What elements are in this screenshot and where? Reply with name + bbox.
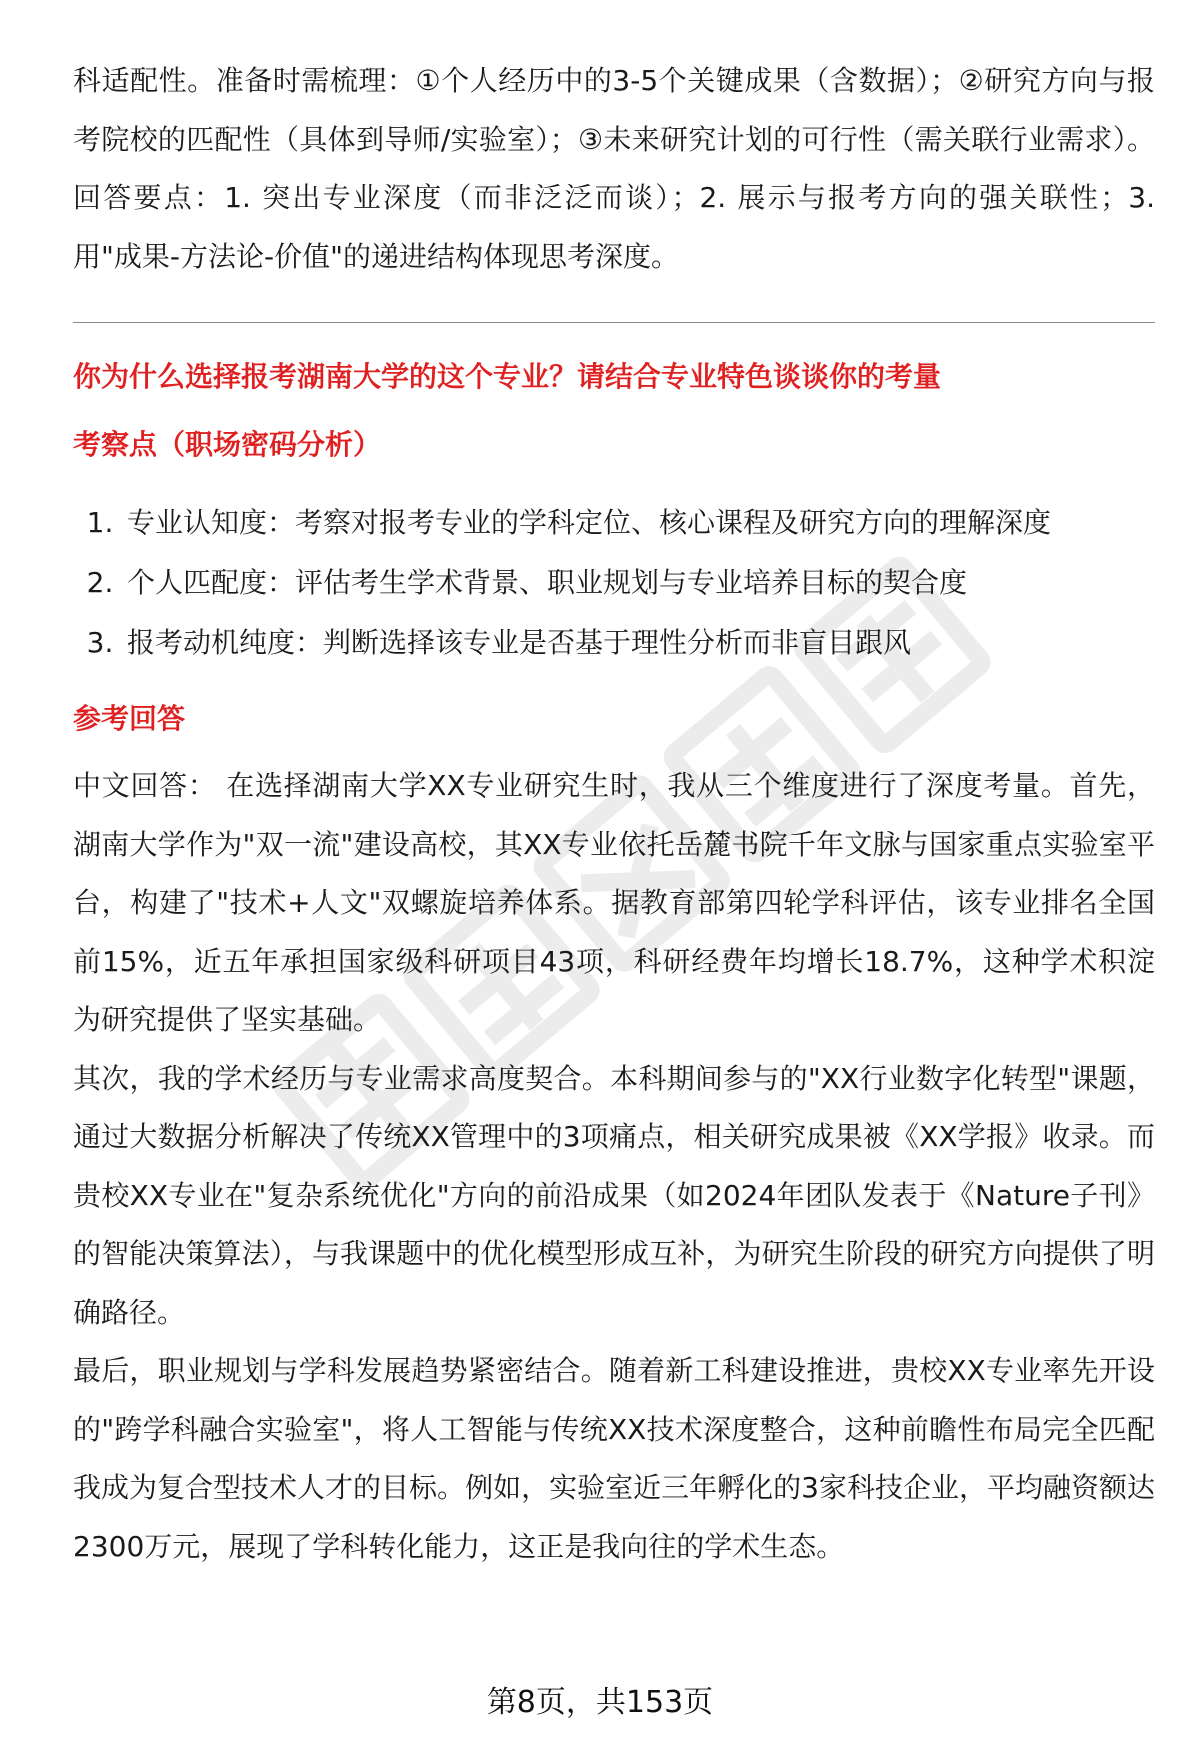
reference-heading: 参考回答 <box>73 702 186 735</box>
list-item-text: 专业认知度：考察对报考专业的学科定位、核心课程及研究方向的理解深度 <box>127 506 1052 539</box>
points-heading: 考察点（职场密码分析） <box>73 428 382 461</box>
list-item <box>73 553 1155 613</box>
answer-paragraph: 其次，我的学术经历与专业需求高度契合。本科期间参与的"XX行业数字化转型"课题，通过大数据分析解决了传统XX管理中的3项痛点，相关研究成果被《XX学报》收录。而贵校XX专业在"复杂系统优化"方向的前沿成果（如2024年团队发表于《Nature子刊》的智能决策算法），与我课题中的优化模型形成互补，为研究生阶段的研究方向提供了明确路径。 <box>73 1061 1155 1329</box>
list-item-number: 2. <box>86 566 114 599</box>
intro-paragraph: 科适配性。准备时需梳理：①个人经历中的3-5个关键成果（含数据）；②研究方向与报考院校的匹配性（具体到导师/实验室）；③未来研究计划的可行性（需关联行业需求）。回答要点：1. 突出专业深度（而非泛泛而谈）；2. 展示与报考方向的强关联性；3. 用"成果-方法论-价值"的递进结构体现思考深度。 <box>73 64 1155 273</box>
page-footer: 第8页，共153页 <box>486 1685 714 1720</box>
list-item-text: 个人匹配度：评估考生学术背景、职业规划与专业培养目标的契合度 <box>127 566 968 599</box>
list-item <box>73 613 1155 673</box>
list-item-number: 3. <box>86 626 114 659</box>
question-title: 你为什么选择报考湖南大学的这个专业？请结合专业特色谈谈你的考量 <box>73 360 942 393</box>
answer-paragraph: 中文回答： 在选择湖南大学XX专业研究生时，我从三个维度进行了深度考量。首先，湖南大学作为"双一流"建设高校，其XX专业依托岳麓书院千年文脉与国家重点实验室平台，构建了"技术+人文"双螺旋培养体系。据教育部第四轮学科评估，该专业排名全国前15%，近五年承担国家级科研项目43项，科研经费年均增长18.7%，这种学术积淀为研究提供了坚实基础。 <box>73 769 1155 1036</box>
answer-paragraph: 最后，职业规划与学科发展趋势紧密结合。随着新工科建设推进，贵校XX专业率先开设的"跨学科融合实验室"，将人工智能与传统XX技术深度整合，这种前瞻性布局完全匹配我成为复合型技术人才的目标。例如，实验室近三年孵化的3家科技企业，平均融资额达2300万元，展现了学科转化能力，这正是我向往的学术生态。 <box>73 1354 1155 1563</box>
section-divider <box>73 322 1155 323</box>
list-item-number: 1. <box>86 506 114 539</box>
list-item-text: 报考动机纯度：判断选择该专业是否基于理性分析而非盲目跟风 <box>127 626 912 659</box>
points-list <box>73 493 1155 673</box>
list-item <box>73 493 1155 553</box>
document-content <box>73 52 1155 1576</box>
